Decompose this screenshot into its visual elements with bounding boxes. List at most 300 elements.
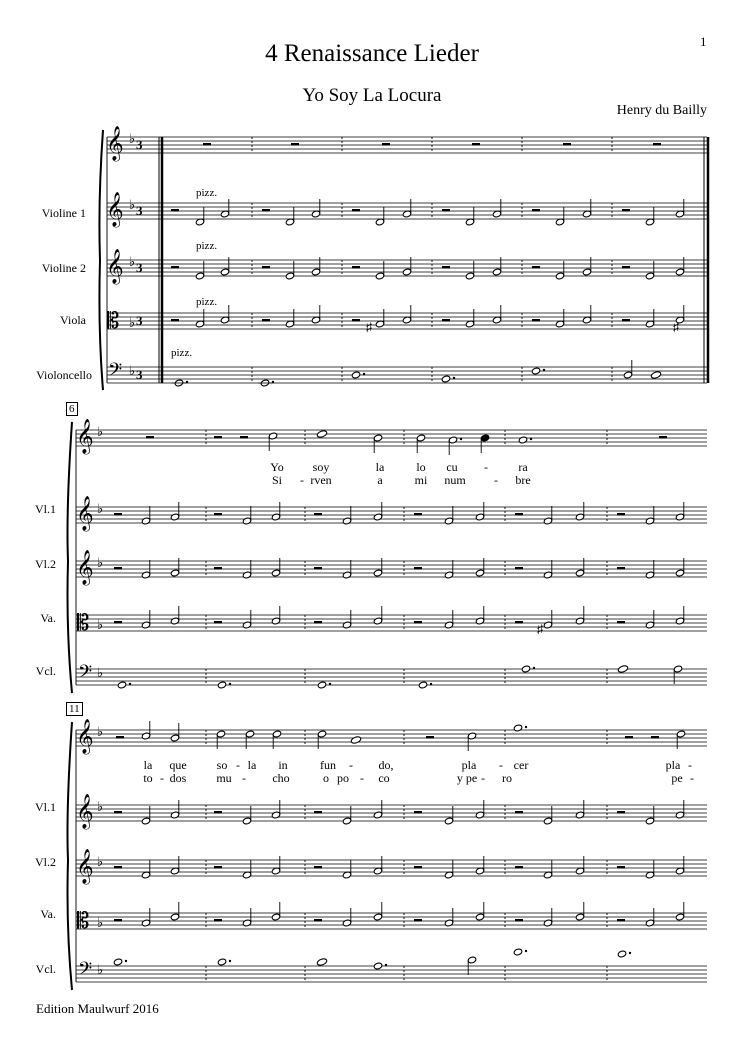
augmentation-dot bbox=[229, 960, 231, 962]
notehead bbox=[242, 571, 251, 579]
time-signature: 3 bbox=[136, 260, 143, 275]
pizz-marking: pizz. bbox=[171, 347, 193, 359]
notehead bbox=[543, 919, 552, 927]
notehead bbox=[518, 436, 527, 444]
half-rest bbox=[116, 736, 124, 739]
lyric-syllable: ro bbox=[502, 771, 512, 785]
notehead bbox=[645, 272, 654, 280]
augmentation-dot bbox=[329, 683, 331, 685]
notehead bbox=[531, 367, 540, 375]
key-flat: ♭ bbox=[97, 724, 104, 739]
system-bracket bbox=[99, 130, 103, 390]
notehead bbox=[170, 617, 179, 625]
notehead bbox=[285, 272, 294, 280]
lyric-syllable: Yo bbox=[270, 460, 284, 474]
notehead bbox=[216, 730, 225, 738]
key-flat: ♭ bbox=[97, 424, 104, 439]
notehead bbox=[475, 811, 484, 819]
half-rest bbox=[617, 513, 625, 516]
half-rest bbox=[414, 866, 422, 869]
notehead bbox=[170, 811, 179, 819]
notehead bbox=[418, 681, 427, 689]
notehead bbox=[373, 434, 382, 442]
lyric-syllable: pe bbox=[671, 771, 683, 785]
treble-clef: 𝄞 bbox=[76, 551, 94, 584]
half-rest bbox=[414, 811, 422, 814]
alto-clef: 𝄡 bbox=[107, 308, 120, 333]
notehead bbox=[575, 513, 584, 521]
notehead bbox=[141, 732, 150, 740]
augmentation-dot bbox=[129, 683, 131, 685]
augmentation-dot bbox=[629, 952, 631, 954]
notehead bbox=[645, 621, 654, 629]
notehead bbox=[475, 569, 484, 577]
lyric-syllable: - bbox=[688, 758, 692, 772]
notehead bbox=[375, 272, 384, 280]
lyric-syllable: so bbox=[216, 758, 228, 772]
alto-clef: 𝄡 bbox=[77, 610, 90, 635]
half-rest bbox=[214, 513, 222, 516]
half-rest bbox=[414, 919, 422, 922]
instrument-label-va: Va. bbox=[40, 907, 56, 921]
notehead bbox=[317, 730, 326, 738]
lyric-syllable: po bbox=[337, 771, 349, 785]
half-rest bbox=[625, 736, 633, 739]
lyric-syllable: pla bbox=[461, 758, 477, 772]
notehead bbox=[272, 730, 281, 738]
half-rest bbox=[314, 621, 322, 624]
notehead bbox=[311, 268, 320, 276]
instrument-label-viola: Viola bbox=[60, 313, 86, 327]
notehead bbox=[373, 617, 382, 625]
half-rest bbox=[214, 436, 222, 439]
notehead bbox=[271, 513, 280, 521]
notehead bbox=[141, 919, 150, 927]
system-bracket bbox=[68, 422, 73, 693]
notehead bbox=[475, 513, 484, 521]
notehead bbox=[416, 434, 425, 442]
augmentation-dot bbox=[453, 377, 455, 379]
notehead bbox=[317, 681, 326, 689]
lyric-syllable: mu bbox=[216, 771, 232, 785]
key-flat: ♭ bbox=[97, 555, 104, 570]
notehead bbox=[351, 371, 360, 379]
half-rest bbox=[382, 143, 390, 146]
notehead bbox=[650, 371, 661, 380]
instrument-label-vl2: Vl.2 bbox=[35, 855, 56, 869]
composer-credit: Henry du Bailly bbox=[616, 103, 707, 118]
half-rest bbox=[171, 209, 179, 212]
lyric-syllable: - bbox=[690, 771, 694, 785]
notehead bbox=[467, 732, 476, 740]
augmentation-dot bbox=[125, 960, 127, 962]
bass-clef: 𝄢 bbox=[78, 661, 93, 686]
augmentation-dot bbox=[430, 683, 432, 685]
notehead bbox=[444, 517, 453, 525]
half-rest bbox=[262, 319, 270, 322]
notehead bbox=[645, 919, 654, 927]
augmentation-dot bbox=[385, 964, 387, 966]
key-flat: ♭ bbox=[129, 254, 136, 269]
sharp-accidental: ♯ bbox=[537, 622, 543, 636]
instrument-label-violine1: Violine 1 bbox=[41, 206, 86, 220]
system-bracket bbox=[68, 722, 73, 990]
augmentation-dot bbox=[186, 381, 188, 383]
notehead bbox=[675, 569, 684, 577]
augmentation-dot bbox=[229, 683, 231, 685]
publisher-footer: Edition Maulwurf 2016 bbox=[36, 1001, 159, 1016]
notehead bbox=[242, 817, 251, 825]
lyric-syllable: Si bbox=[271, 473, 282, 487]
notehead bbox=[675, 913, 684, 921]
lyric-syllable: pla bbox=[665, 758, 681, 772]
notehead bbox=[475, 913, 484, 921]
lyric-syllable: mi bbox=[414, 473, 428, 487]
half-rest bbox=[659, 436, 667, 439]
notehead bbox=[675, 811, 684, 819]
half-rest bbox=[171, 266, 179, 269]
lyric-syllable: - bbox=[236, 758, 240, 772]
notehead bbox=[444, 621, 453, 629]
half-rest bbox=[146, 436, 154, 439]
half-rest bbox=[262, 209, 270, 212]
half-rest bbox=[515, 567, 523, 570]
lyric-syllable: la bbox=[143, 758, 153, 772]
lyric-syllable: - bbox=[242, 771, 246, 785]
notehead bbox=[342, 919, 351, 927]
half-rest bbox=[214, 621, 222, 624]
notehead bbox=[555, 272, 564, 280]
score-title: 4 Renaissance Lieder bbox=[265, 40, 479, 67]
half-rest bbox=[314, 567, 322, 570]
half-rest bbox=[203, 143, 211, 146]
key-flat: ♭ bbox=[97, 962, 104, 977]
half-rest bbox=[515, 513, 523, 516]
key-flat: ♭ bbox=[97, 799, 104, 814]
lyric-syllable: - bbox=[484, 460, 488, 474]
half-rest bbox=[114, 811, 122, 814]
instrument-label-vl1: Vl.1 bbox=[35, 800, 56, 814]
notehead bbox=[448, 436, 457, 444]
lyric-syllable: la bbox=[375, 460, 385, 474]
notehead bbox=[342, 817, 351, 825]
notehead bbox=[342, 571, 351, 579]
lyric-syllable: a bbox=[377, 473, 383, 487]
half-rest bbox=[314, 919, 322, 922]
treble-clef: 𝄞 bbox=[76, 850, 94, 883]
notehead bbox=[543, 621, 552, 629]
notehead bbox=[543, 817, 552, 825]
sharp-accidental: ♯ bbox=[673, 320, 679, 334]
lyric-syllable: lo bbox=[416, 460, 426, 474]
half-rest bbox=[622, 319, 630, 322]
notehead bbox=[521, 665, 530, 673]
notehead bbox=[141, 517, 150, 525]
half-rest bbox=[442, 209, 450, 212]
notehead bbox=[444, 817, 453, 825]
half-rest bbox=[214, 919, 222, 922]
notehead bbox=[675, 513, 684, 521]
notehead bbox=[575, 617, 584, 625]
notehead bbox=[316, 430, 327, 439]
notehead bbox=[676, 730, 685, 738]
notehead bbox=[543, 571, 552, 579]
notehead bbox=[623, 371, 632, 379]
notehead bbox=[645, 571, 654, 579]
half-rest bbox=[414, 567, 422, 570]
half-rest bbox=[414, 513, 422, 516]
half-rest bbox=[617, 621, 625, 624]
notehead bbox=[245, 730, 254, 738]
notehead bbox=[441, 375, 450, 383]
half-rest bbox=[515, 811, 523, 814]
augmentation-dot bbox=[533, 667, 535, 669]
augmentation-dot bbox=[272, 381, 274, 383]
notehead bbox=[242, 621, 251, 629]
half-rest bbox=[314, 811, 322, 814]
key-flat: ♭ bbox=[97, 617, 104, 632]
notehead bbox=[513, 724, 522, 732]
treble-clef: 𝄞 bbox=[106, 250, 124, 283]
instrument-label-vl2: Vl.2 bbox=[35, 557, 56, 571]
notehead bbox=[465, 272, 474, 280]
lyric-syllable: dos bbox=[169, 771, 187, 785]
instrument-label-vcl: Vcl. bbox=[35, 664, 56, 678]
lyric-syllable: que bbox=[169, 758, 187, 772]
lyric-syllable: fun bbox=[320, 758, 336, 772]
treble-clef: 𝄞 bbox=[76, 420, 94, 453]
lyric-syllable: - bbox=[494, 473, 498, 487]
lyric-syllable: bre bbox=[515, 473, 531, 487]
key-flat: ♭ bbox=[129, 131, 136, 146]
augmentation-dot bbox=[525, 726, 527, 728]
lyric-syllable: - bbox=[481, 771, 485, 785]
notehead bbox=[141, 817, 150, 825]
notehead bbox=[316, 958, 327, 967]
half-rest bbox=[617, 919, 625, 922]
time-signature: 3 bbox=[136, 137, 143, 152]
half-rest bbox=[414, 621, 422, 624]
notehead bbox=[402, 268, 411, 276]
half-rest bbox=[472, 143, 480, 146]
notehead bbox=[117, 681, 126, 689]
half-rest bbox=[532, 266, 540, 269]
half-rest bbox=[214, 866, 222, 869]
notehead bbox=[617, 950, 626, 958]
augmentation-dot bbox=[530, 438, 532, 440]
notehead bbox=[242, 919, 251, 927]
lyric-syllable: in bbox=[278, 758, 288, 772]
notehead bbox=[170, 569, 179, 577]
notehead bbox=[271, 617, 280, 625]
half-rest bbox=[515, 866, 523, 869]
pizz-marking: pizz. bbox=[196, 240, 218, 252]
notehead bbox=[268, 432, 277, 440]
lyric-syllable: co bbox=[378, 771, 390, 785]
bass-clef: 𝄢 bbox=[108, 359, 123, 384]
lyric-syllable: - bbox=[300, 473, 304, 487]
half-rest bbox=[617, 567, 625, 570]
instrument-label-va: Va. bbox=[40, 611, 56, 625]
bass-clef: 𝄢 bbox=[78, 958, 93, 983]
half-rest bbox=[214, 811, 222, 814]
key-flat: ♭ bbox=[97, 501, 104, 516]
augmentation-dot bbox=[543, 369, 545, 371]
measure-number: 6 bbox=[66, 402, 78, 416]
notehead bbox=[467, 956, 476, 964]
half-rest bbox=[532, 209, 540, 212]
notehead bbox=[141, 621, 150, 629]
notehead bbox=[582, 268, 591, 276]
half-rest bbox=[114, 567, 122, 570]
key-flat: ♭ bbox=[97, 854, 104, 869]
notehead bbox=[170, 734, 179, 742]
lyric-syllable: do, bbox=[378, 758, 394, 772]
notehead bbox=[444, 571, 453, 579]
instrument-label-violoncello: Violoncello bbox=[36, 368, 92, 382]
half-rest bbox=[262, 266, 270, 269]
notehead bbox=[480, 434, 489, 442]
key-flat: ♭ bbox=[97, 915, 104, 930]
lyric-syllable: cer bbox=[513, 758, 529, 772]
notehead bbox=[575, 913, 584, 921]
notehead bbox=[373, 569, 382, 577]
lyric-syllable: ra bbox=[518, 460, 528, 474]
lyric-syllable: - bbox=[160, 771, 164, 785]
notehead bbox=[373, 913, 382, 921]
half-rest bbox=[314, 513, 322, 516]
lyric-syllable: la bbox=[247, 758, 257, 772]
notehead bbox=[575, 811, 584, 819]
notehead bbox=[271, 913, 280, 921]
notehead bbox=[342, 517, 351, 525]
half-rest bbox=[617, 866, 625, 869]
lyric-syllable: cho bbox=[272, 771, 290, 785]
notehead bbox=[575, 569, 584, 577]
half-rest bbox=[532, 319, 540, 322]
alto-clef: 𝄡 bbox=[77, 908, 90, 933]
key-flat: ♭ bbox=[129, 197, 136, 212]
lyric-syllable: cu bbox=[446, 460, 458, 474]
notehead bbox=[492, 268, 501, 276]
half-rest bbox=[622, 266, 630, 269]
measure-number: 11 bbox=[66, 702, 83, 716]
notehead bbox=[617, 665, 628, 674]
song-subtitle: Yo Soy La Locura bbox=[302, 85, 442, 106]
notehead bbox=[675, 617, 684, 625]
instrument-label-violine2: Violine 2 bbox=[41, 261, 86, 275]
treble-clef: 𝄞 bbox=[76, 795, 94, 828]
lyric-syllable: y pe bbox=[456, 771, 478, 785]
lyric-syllable: - bbox=[360, 771, 364, 785]
half-rest bbox=[214, 567, 222, 570]
half-rest bbox=[352, 319, 360, 322]
half-rest bbox=[515, 621, 523, 624]
lyric-syllable: rven bbox=[310, 473, 332, 487]
half-rest bbox=[314, 866, 322, 869]
instrument-label-vl1: Vl.1 bbox=[35, 502, 56, 516]
notehead bbox=[373, 962, 382, 970]
page-number: 1 bbox=[700, 34, 707, 49]
key-flat: ♭ bbox=[129, 363, 136, 378]
notehead bbox=[475, 617, 484, 625]
notehead bbox=[675, 268, 684, 276]
notehead bbox=[373, 513, 382, 521]
lyric-syllable: soy bbox=[312, 460, 330, 474]
notehead bbox=[673, 665, 682, 673]
half-rest bbox=[114, 919, 122, 922]
notehead bbox=[113, 958, 122, 966]
half-rest bbox=[617, 811, 625, 814]
notehead bbox=[513, 948, 522, 956]
lyric-syllable: o bbox=[323, 771, 329, 785]
pizz-marking: pizz. bbox=[196, 296, 218, 308]
lyric-syllable: to bbox=[143, 771, 153, 785]
notehead bbox=[220, 268, 229, 276]
half-rest bbox=[114, 866, 122, 869]
half-rest bbox=[515, 919, 523, 922]
half-rest bbox=[114, 513, 122, 516]
half-rest bbox=[352, 209, 360, 212]
notehead bbox=[141, 571, 150, 579]
key-flat: ♭ bbox=[97, 665, 104, 680]
notehead bbox=[271, 569, 280, 577]
augmentation-dot bbox=[525, 950, 527, 952]
lyric-syllable: - bbox=[499, 758, 503, 772]
lyric-syllable: num bbox=[444, 473, 466, 487]
augmentation-dot bbox=[460, 438, 462, 440]
notehead bbox=[242, 517, 251, 525]
augmentation-dot bbox=[363, 373, 365, 375]
notehead bbox=[195, 272, 204, 280]
key-flat: ♭ bbox=[129, 315, 136, 330]
half-rest bbox=[240, 436, 248, 439]
treble-clef: 𝄞 bbox=[106, 127, 124, 160]
treble-clef: 𝄞 bbox=[76, 497, 94, 530]
half-rest bbox=[622, 209, 630, 212]
notehead bbox=[373, 811, 382, 819]
notehead bbox=[217, 958, 226, 966]
sharp-accidental: ♯ bbox=[366, 320, 372, 334]
time-signature: 3 bbox=[136, 313, 143, 328]
notehead bbox=[645, 517, 654, 525]
notehead bbox=[444, 919, 453, 927]
half-rest bbox=[352, 266, 360, 269]
half-rest bbox=[563, 143, 571, 146]
time-signature: 3 bbox=[136, 367, 143, 382]
notehead bbox=[217, 681, 226, 689]
half-rest bbox=[442, 319, 450, 322]
half-rest bbox=[114, 621, 122, 624]
notehead bbox=[543, 517, 552, 525]
pizz-marking: pizz. bbox=[196, 187, 218, 199]
half-rest bbox=[442, 266, 450, 269]
treble-clef: 𝄞 bbox=[76, 720, 94, 753]
lyric-syllable: - bbox=[349, 758, 353, 772]
treble-clef: 𝄞 bbox=[106, 193, 124, 226]
notehead bbox=[350, 736, 361, 745]
notehead bbox=[170, 913, 179, 921]
half-rest bbox=[651, 736, 659, 739]
notehead bbox=[170, 513, 179, 521]
half-rest bbox=[426, 736, 434, 739]
time-signature: 3 bbox=[136, 203, 143, 218]
notehead bbox=[645, 817, 654, 825]
half-rest bbox=[653, 143, 661, 146]
notehead bbox=[271, 811, 280, 819]
instrument-label-vcl: Vcl. bbox=[35, 962, 56, 976]
half-rest bbox=[171, 319, 179, 322]
